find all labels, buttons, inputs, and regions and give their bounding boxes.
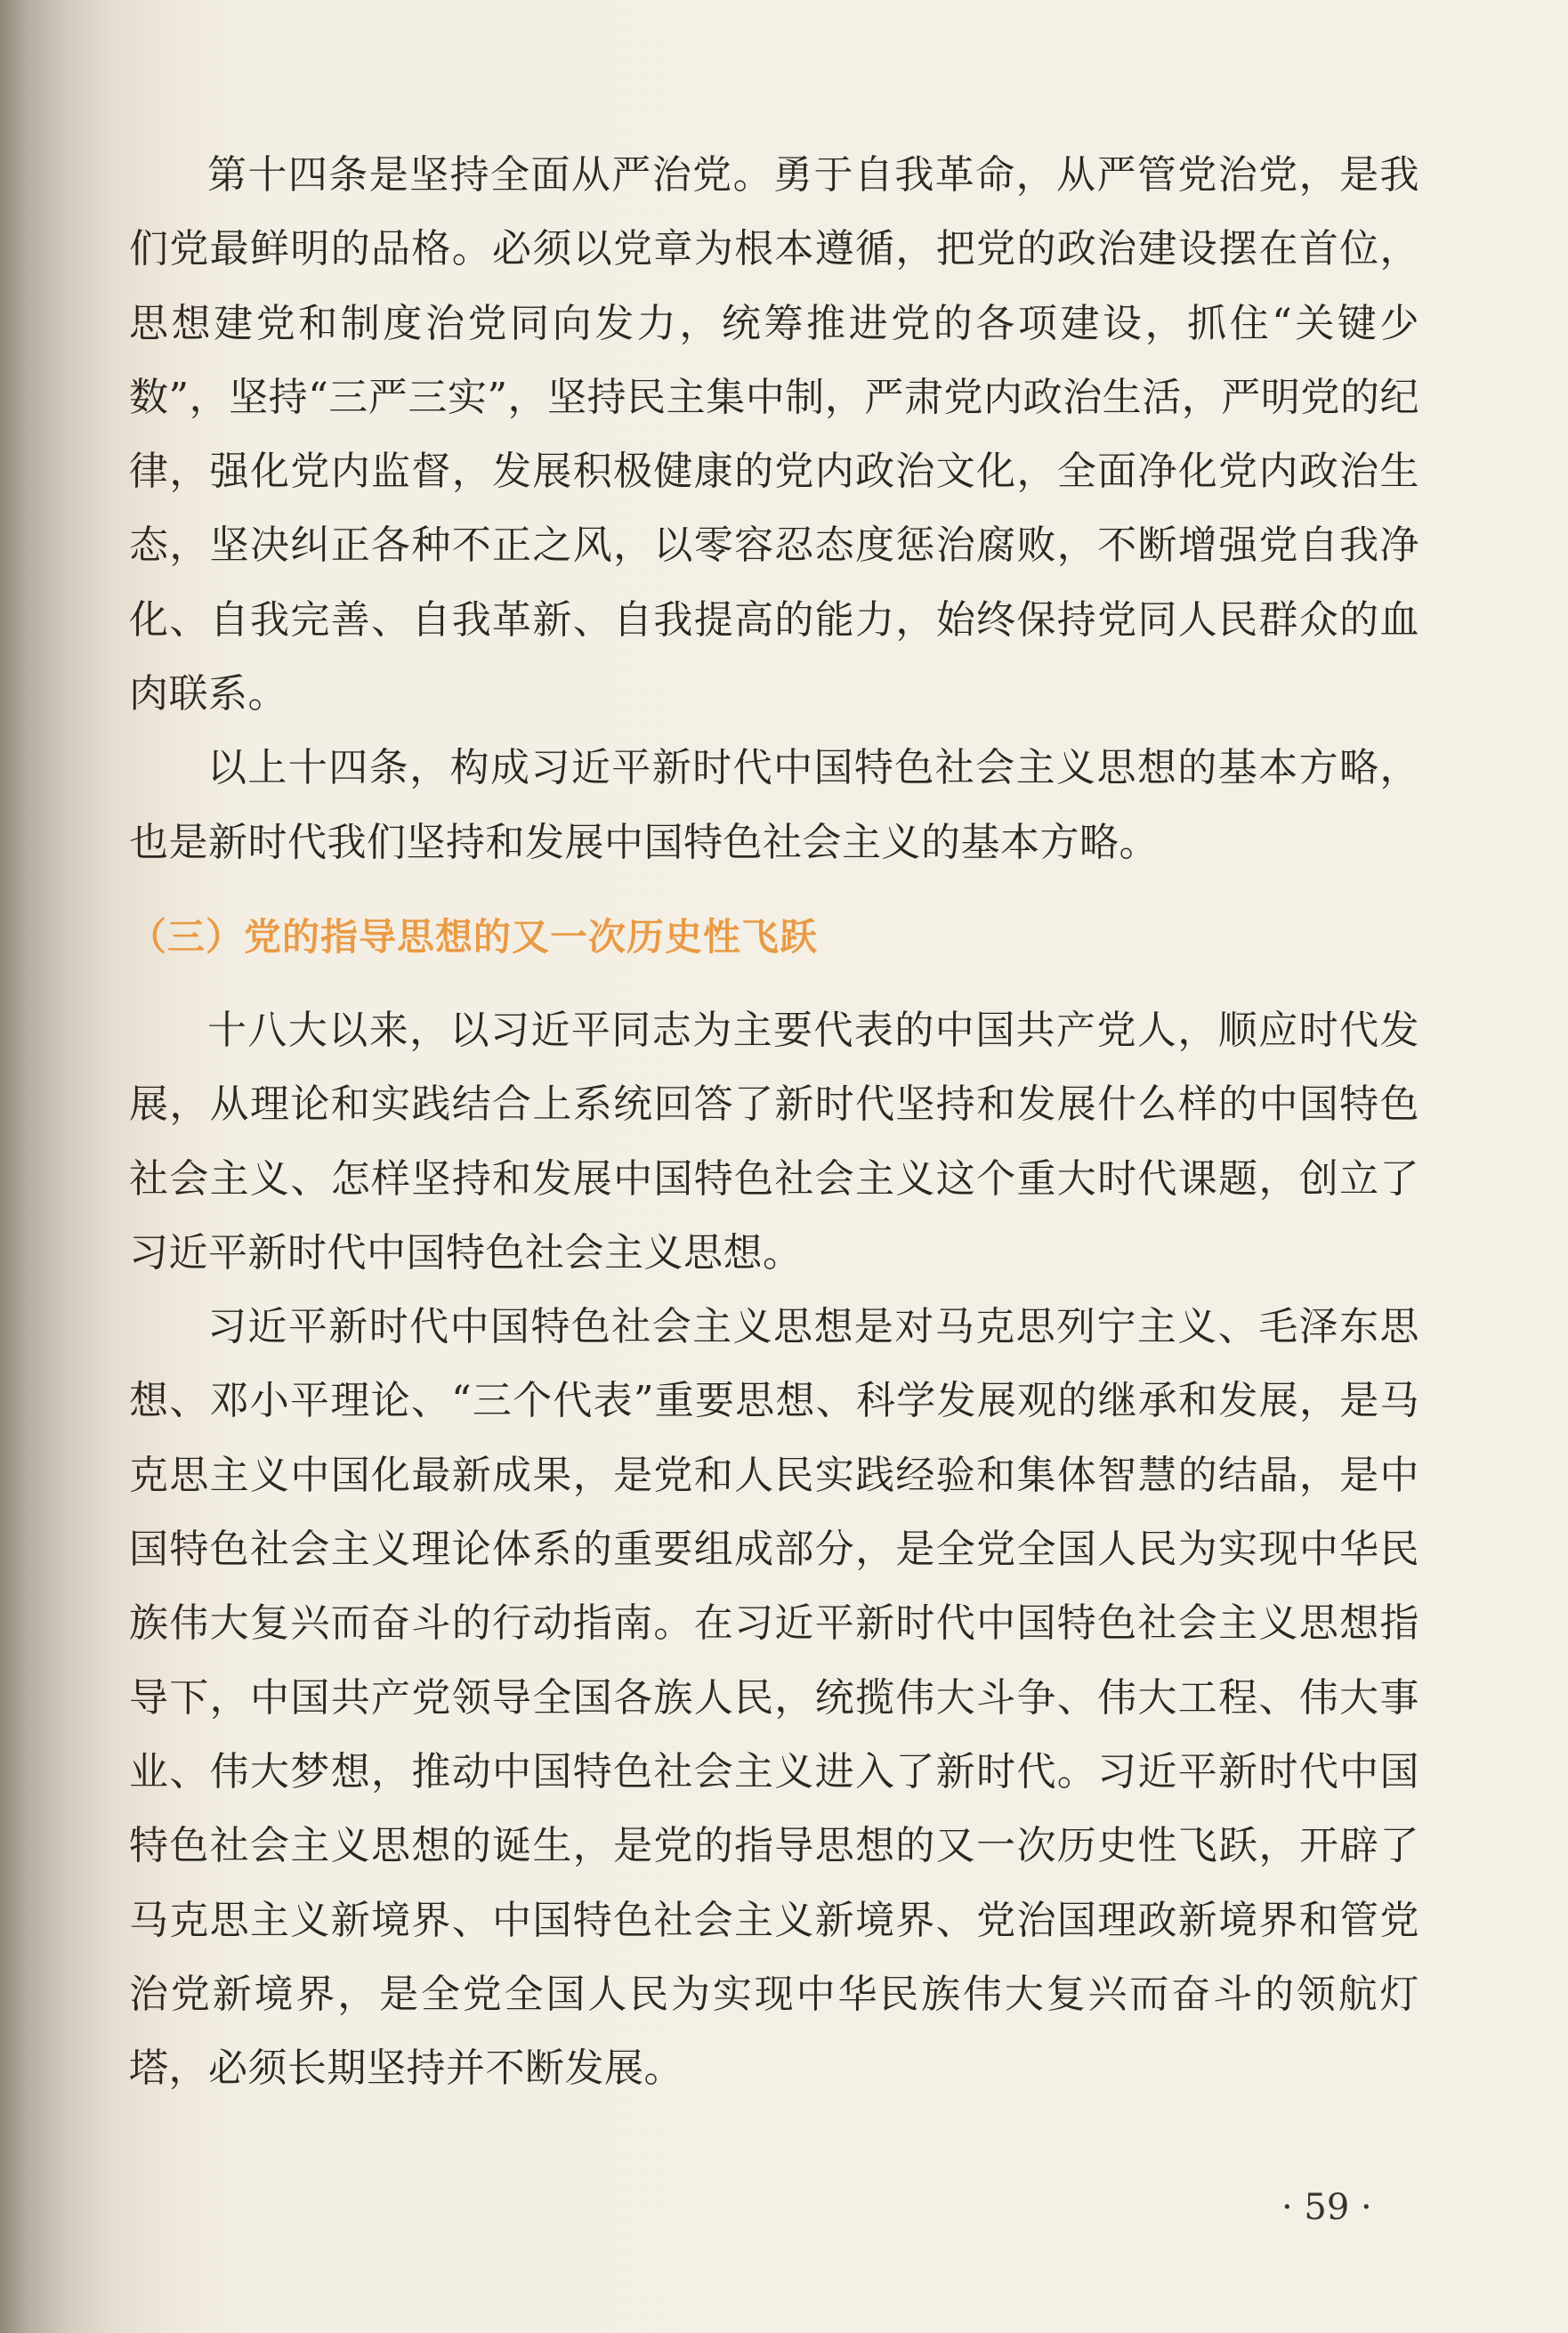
section-heading: （三）党的指导思想的又一次历史性飞跃	[129, 914, 819, 959]
paragraph-thought-significance: 习近平新时代中国特色社会主义思想是对马克思列宁主义、毛泽东思想、邓小平理论、“三个代表”重要思想、科学发展观的继承和发展，是马克思主义中国化最新成果，是党和人民实践经验和集体智慧的结晶，是中国特色社会主义理论体系的重要组成部分，是全党全国人民为实现中华民族伟大复兴而奋斗的行动指南。在习近平新时代中国特色社会主义思想指导下，中国共产党领导全国各族人民，统揽伟大斗争、伟大工程、伟大事业、伟大梦想，推动中国特色社会主义进入了新时代。习近平新时代中国特色社会主义思想的诞生，是党的指导思想的又一次历史性飞跃，开辟了马克思主义新境界、中国特色社会主义新境界、党治国理政新境界和管党治党新境界，是全党全国人民为实现中华民族伟大复兴而奋斗的领航灯塔，必须长期坚持并不断发展。	[129, 1304, 1419, 2092]
page-number: · 59 ·	[1281, 2187, 1372, 2228]
body-text	[129, 138, 1419, 2105]
paragraph-article-14: 第十四条是坚持全面从严治党。勇于自我革命，从严管党治党，是我们党最鲜明的品格。必须以党章为根本遵循，把党的政治建设摆在首位，思想建党和制度治党同向发力，统筹推进党的各项建设，抓住“关键少数”，坚持“三严三实”，坚持民主集中制，严肃党内政治生活，严明党的纪律，强化党内监督，发展积极健康的党内政治文化，全面净化党内政治生态，坚决纠正各种不正之风，以零容忍态度惩治腐败，不断增强党自我净化、自我完善、自我革新、自我提高的能力，始终保持党同人民群众的血肉联系。	[129, 152, 1419, 717]
paragraph-since-18th-congress: 十八大以来，以习近平同志为主要代表的中国共产党人，顺应时代发展，从理论和实践结合上系统回答了新时代坚持和发展什么样的中国特色社会主义、怎样坚持和发展中国特色社会主义这个重大时代课题，创立了习近平新时代中国特色社会主义思想。	[129, 1007, 1419, 1276]
paragraph-summary: 以上十四条，构成习近平新时代中国特色社会主义思想的基本方略，也是新时代我们坚持和发展中国特色社会主义的基本方略。	[129, 745, 1419, 865]
